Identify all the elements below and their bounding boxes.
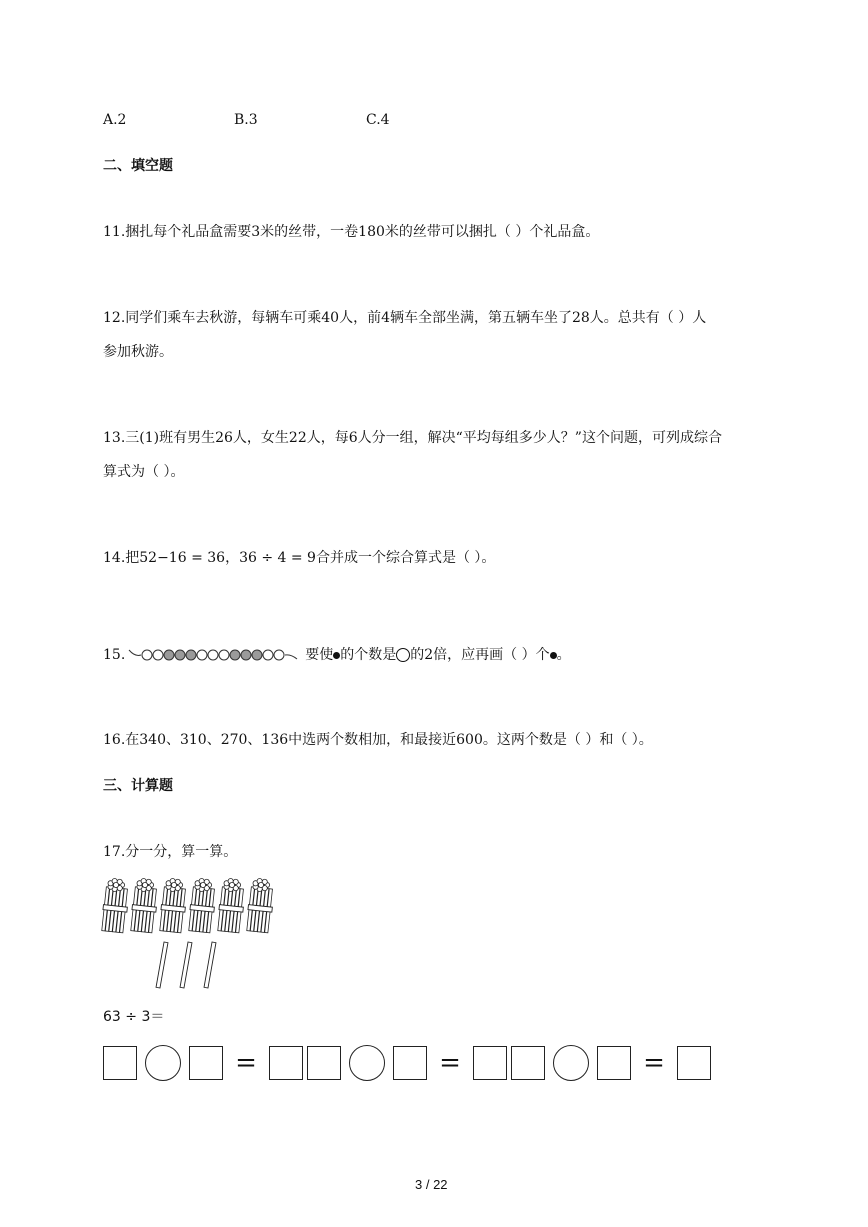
answer-box[interactable] [189,1046,223,1080]
open-bead [153,650,163,660]
open-bead [219,650,229,660]
bead-string-image [127,645,299,665]
filled-bead [186,650,196,660]
answer-box[interactable] [677,1046,711,1080]
answer-row [103,1045,711,1081]
question-15-text-a: 要使 [305,647,334,663]
stick-bundle [131,879,157,933]
answer-box[interactable] [473,1046,507,1080]
question-14: 14.把52−16 = 36，36 ÷ 4 = 9合并成一个综合算式是（ ）。 [103,550,496,566]
question-13-line2: 算式为（ ）。 [103,464,185,480]
filled-bead [241,650,251,660]
equals-sign: = [439,1048,461,1078]
question-15-text-c: 的2倍，应再画（ ）个 [410,647,550,663]
question-17: 17.分一分，算一算。 [103,844,238,860]
single-stick [156,942,168,988]
question-12-line1: 12.同学们乘车去秋游，每辆车可乘40人，前4辆车全部坐满，第五辆车坐了28人。总共有（ ）人 [103,310,707,326]
option-a: A.2 [103,112,127,128]
filled-bead [252,650,262,660]
operator-circle[interactable] [349,1045,385,1081]
answer-box[interactable] [511,1046,545,1080]
filled-bead [164,650,174,660]
question-15-text-b: 的个数是 [340,647,397,663]
page-number: 3 / 22 [415,1177,448,1192]
single-stick [204,942,216,988]
equals-sign: = [235,1048,257,1078]
stick-bundle [218,879,244,933]
stick-bundle [189,879,215,933]
stick-bundle [247,879,273,933]
question-11: 11.捆扎每个礼品盒需要3米的丝带，一卷180米的丝带可以捆扎（ ）个礼品盒。 [103,224,600,240]
open-bead [208,650,218,660]
open-bead [263,650,273,660]
stick-bundle [102,879,128,933]
filled-bead [175,650,185,660]
filled-bead [230,650,240,660]
operator-circle[interactable] [145,1045,181,1081]
open-bead-icon [396,648,410,662]
open-bead [274,650,284,660]
question-13-line1: 13.三(1)班有男生26人，女生22人，每6人分一组，解决“平均每组多少人？”这个问题，可列成综合 [103,430,722,446]
answer-box[interactable] [307,1046,341,1080]
question-16: 16.在340、310、270、136中选两个数相加，和最接近600。这两个数是（ ）和（ ）。 [103,732,653,748]
filled-bead-icon [550,652,557,659]
equals-sign: = [643,1048,665,1078]
operator-circle[interactable] [553,1045,589,1081]
question-15 [103,645,571,665]
section-title-calculation: 三、计算题 [103,778,173,794]
sticks-bundles-image [100,876,290,991]
question-12-line2: 参加秋游。 [103,344,173,360]
section-title-fill-blank: 二、填空题 [103,158,173,174]
answer-box[interactable] [393,1046,427,1080]
stick-bundle [160,879,186,933]
single-stick [180,942,192,988]
option-b: B.3 [234,112,258,128]
answer-box[interactable] [269,1046,303,1080]
open-bead [142,650,152,660]
question-15-number: 15. [103,647,126,663]
answer-box[interactable] [103,1046,137,1080]
question-15-text-d: 。 [556,647,571,663]
filled-bead-icon [333,652,340,659]
option-c: C.4 [366,112,390,128]
answer-box[interactable] [597,1046,631,1080]
open-bead [197,650,207,660]
division-expression: 63 ÷ 3＝ [103,1009,165,1025]
